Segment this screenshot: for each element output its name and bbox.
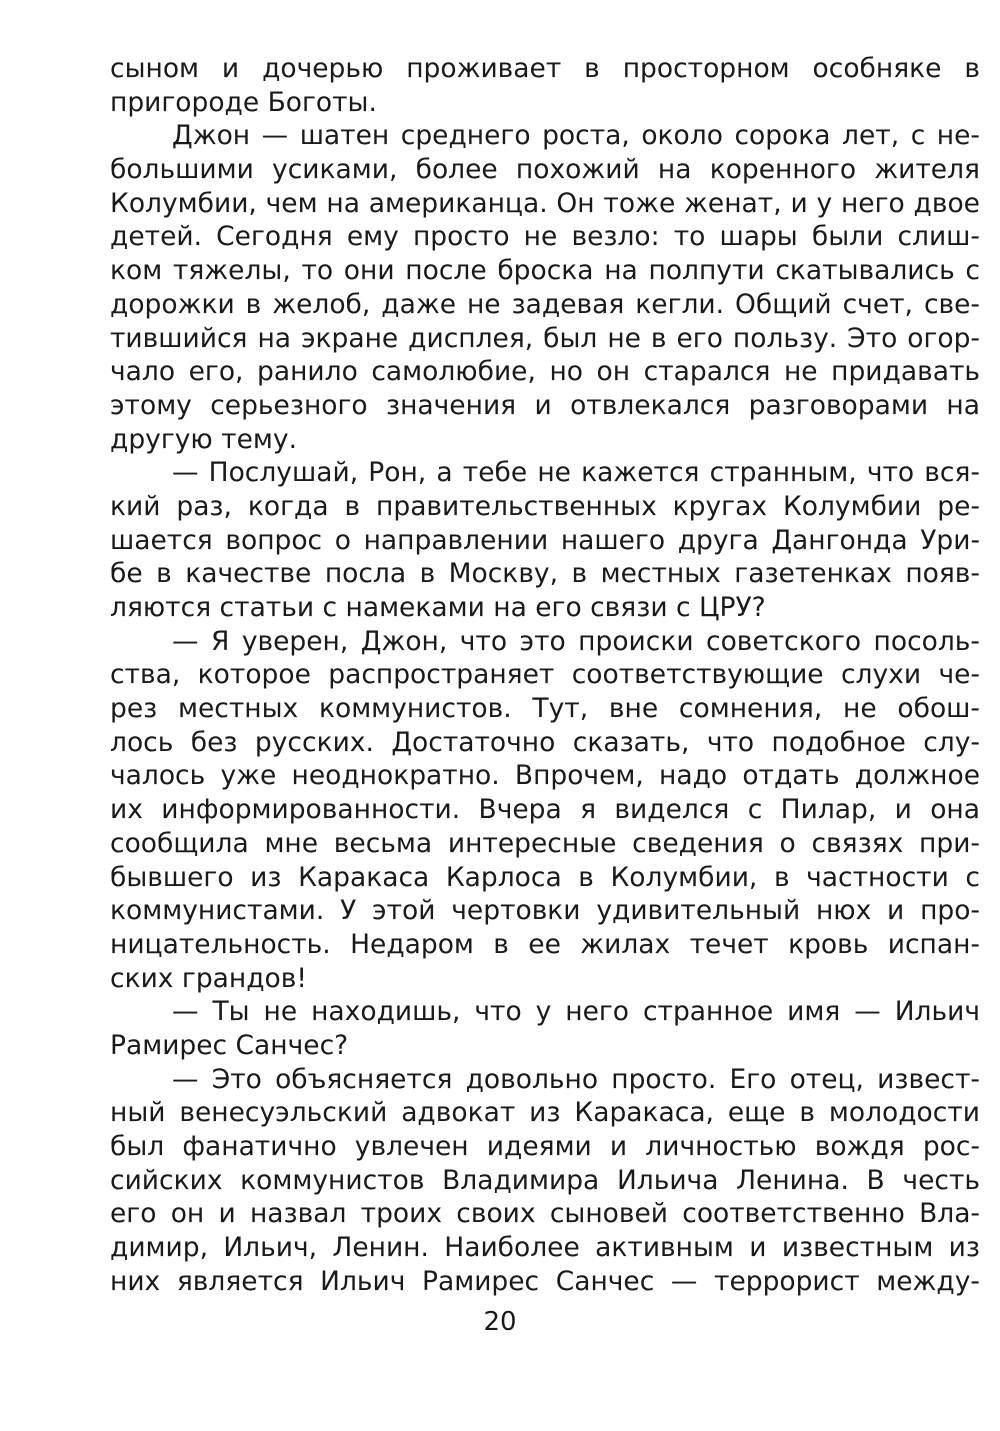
text-line: Колумбии, чем на американца. Он тоже женат, и у него двое xyxy=(110,187,980,219)
text-line: тившийся на экране дисплея, был не в его пользу. Это огор- xyxy=(110,322,980,354)
text-line: этому серьезного значения и отвлекался разговорами на xyxy=(110,389,980,421)
text-line: димир, Ильич, Ленин. Наиболее активным и известным из xyxy=(110,1232,980,1264)
text-line: сыном и дочерью проживает в просторном особняке в xyxy=(110,53,980,84)
text-line: был фанатично увлечен идеями и личностью вождя рос- xyxy=(110,1131,980,1162)
text-line: бывшего из Каракаса Карлоса в Колумбии, в частности с xyxy=(110,861,980,893)
text-line: бе в качестве посла в Москву, в местных газетенках появ- xyxy=(110,558,980,590)
text-line: Джон — шатен среднего роста, около сорока лет, с не- xyxy=(172,120,980,152)
page-text xyxy=(110,52,980,1298)
text-line: сообщила мне весьма интересные сведения о связях при- xyxy=(110,827,980,859)
page-number: 20 xyxy=(483,1307,517,1337)
text-line: другую тему. xyxy=(110,423,298,455)
text-line: пригороде Боготы. xyxy=(110,86,377,118)
text-line: сийских коммунистов Владимира Ильича Ленина. В честь xyxy=(110,1164,980,1196)
text-line: детей. Сегодня ему просто не везло: то шары были слиш- xyxy=(110,221,980,253)
text-line: большими усиками, более похожий на коренного жителя xyxy=(110,154,980,186)
text-line: его он и назвал троих своих сыновей соответственно Вла- xyxy=(110,1198,980,1230)
text-line: ницательность. Недаром в ее жилах течет кровь испан- xyxy=(110,928,980,960)
text-line: — Послушай, Рон, а тебе не кажется странным, что вся- xyxy=(172,457,980,489)
text-line: — Это объясняется довольно просто. Его отец, извест- xyxy=(172,1063,980,1095)
text-line: Рамирес Санчес? xyxy=(110,1029,349,1061)
text-line: кий раз, когда в правительственных кругах Колумбии ре- xyxy=(110,490,980,522)
text-line: ком тяжелы, то они после броска на полпути скатывались с xyxy=(110,255,980,287)
text-line: коммунистами. У этой чертовки удивительный нюх и про- xyxy=(110,895,980,927)
text-line: дорожки в желоб, даже не задевая кегли. Общий счет, све- xyxy=(110,288,980,320)
text-line: ских грандов! xyxy=(110,962,307,994)
text-line: чало его, ранило самолюбие, но он старался не придавать xyxy=(110,356,980,388)
text-line: — Ты не находишь, что у него странное имя — Ильич xyxy=(172,996,980,1028)
text-line: чалось уже неоднократно. Впрочем, надо отдать должное xyxy=(110,760,980,792)
text-line: — Я уверен, Джон, что это происки советского посоль- xyxy=(172,625,980,657)
text-line: ляются статьи с намеками на его связи с ЦРУ? xyxy=(110,592,766,623)
text-line: шается вопрос о направлении нашего друга Дангонда Ури- xyxy=(110,524,980,556)
text-line: ства, которое распространяет соответствующие слухи че- xyxy=(110,659,980,691)
text-line: их информированности. Вчера я виделся с Пилар, и она xyxy=(110,794,980,826)
text-line: рез местных коммунистов. Тут, вне сомнения, не обош- xyxy=(110,693,980,725)
text-line: лось без русских. Достаточно сказать, что подобное слу- xyxy=(110,726,980,758)
text-line: них является Ильич Рамирес Санчес — террорист между- xyxy=(110,1265,980,1297)
text-line: ный венесуэльский адвокат из Каракаса, еще в молодости xyxy=(110,1097,980,1129)
